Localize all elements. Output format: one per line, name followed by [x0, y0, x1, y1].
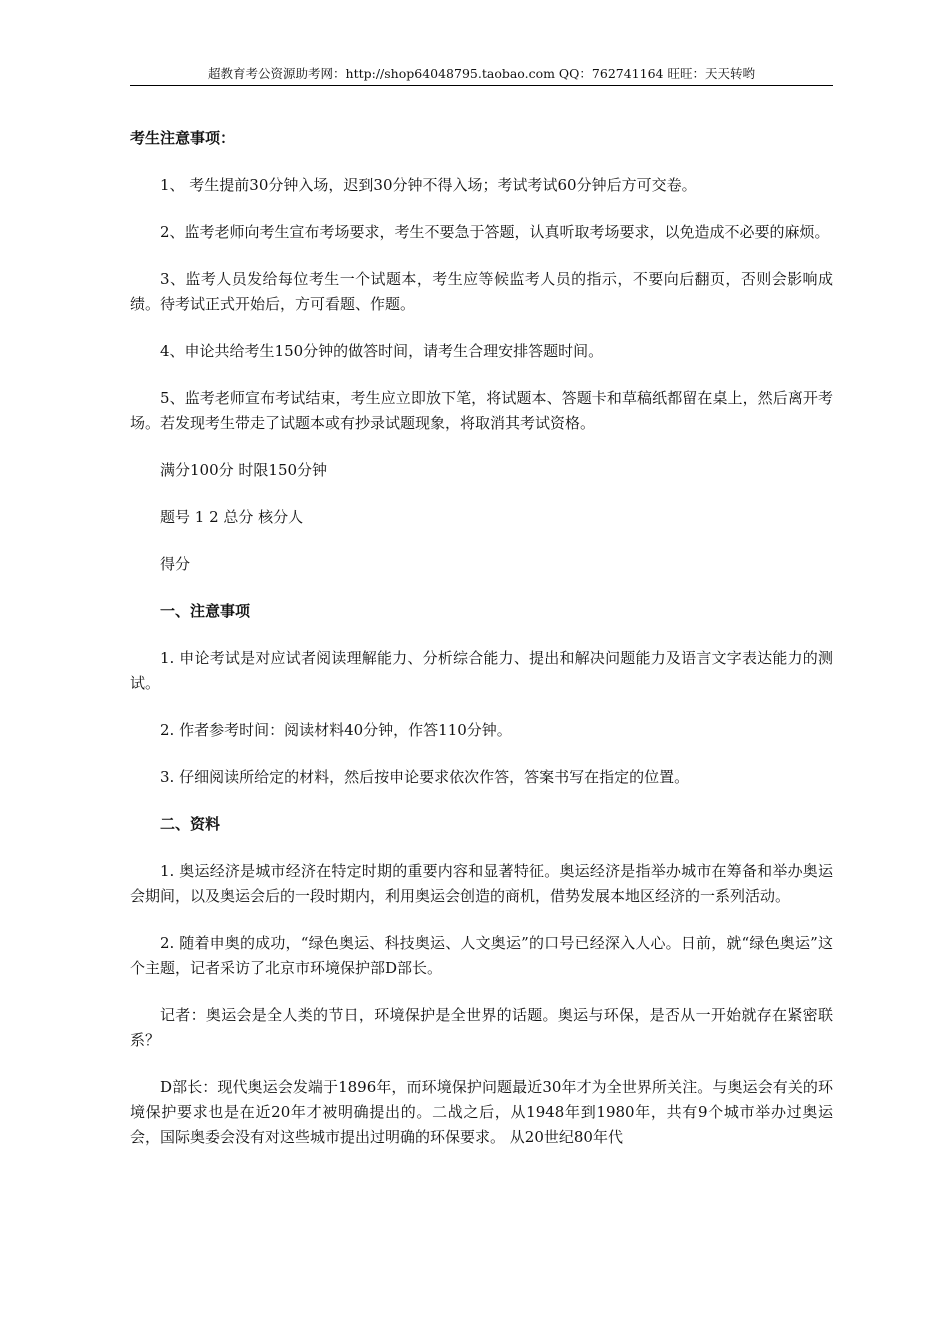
section1-paragraph-1: 1. 申论考试是对应试者阅读理解能力、分析综合能力、提出和解决问题能力及语言文字表达能力的测试。 — [130, 649, 833, 692]
score-table-header: 题号 1 2 总分 核分人 — [160, 508, 304, 526]
section1-paragraph-2: 2. 作者参考时间：阅读材料40分钟，作答110分钟。 — [160, 721, 512, 739]
notice-item-2: 2、监考老师向考生宣布考场要求，考生不要急于答题，认真听取考场要求，以免造成不必要的麻烦。 — [160, 223, 830, 241]
notice-item-1: 1、 考生提前30分钟入场，迟到30分钟不得入场；考试考试60分钟后方可交卷。 — [160, 176, 697, 194]
page-header: 超教育考公资源助考网：http://shop64048795.taobao.com QQ：762741164 旺旺：天天转哟 — [208, 66, 755, 81]
section2-paragraph-2: 2. 随着申奥的成功，“绿色奥运、科技奥运、人文奥运”的口号已经深入人心。日前，就“绿色奥运”这个主题，记者采访了北京市环境保护部D部长。 — [130, 934, 833, 977]
notice-item-3: 3、监考人员发给每位考生一个试题本，考生应等候监考人员的指示，不要向后翻页，否则会影响成绩。待考试正式开始后，方可看题、作题。 — [130, 270, 833, 313]
notice-item-5: 5、监考老师宣布考试结束，考生应立即放下笔，将试题本、答题卡和草稿纸都留在桌上，然后离开考场。若发现考生带走了试题本或有抄录试题现象，将取消其考试资格。 — [130, 389, 833, 432]
notice-title: 考生注意事项： — [130, 129, 236, 147]
score-full-time: 满分100分 时限150分钟 — [160, 461, 328, 479]
score-label: 得分 — [160, 555, 191, 573]
document-body — [130, 126, 833, 1172]
section2-paragraph-3: 记者：奥运会是全人类的节日，环境保护是全世界的话题。奥运与环保，是否从一开始就存在紧密联系？ — [130, 1006, 833, 1049]
header-divider — [130, 85, 833, 86]
section1-title: 一、注意事项 — [160, 602, 251, 620]
notice-item-4: 4、申论共给考生150分钟的做答时间，请考生合理安排答题时间。 — [160, 342, 604, 360]
section1-paragraph-3: 3. 仔细阅读所给定的材料，然后按申论要求依次作答，答案书写在指定的位置。 — [160, 768, 690, 786]
section2-paragraph-4: D部长：现代奥运会发端于1896年，而环境保护问题最近30年才为全世界所关注。与奥运会有关的环境保护要求也是在近20年才被明确提出的。二战之后，从1948年到1980年，共有9个城市举办过奥运会，国际奥委会没有对这些城市提出过明确的环保要求。 从20世纪80年代 — [130, 1078, 833, 1146]
section2-title: 二、资料 — [160, 815, 221, 833]
section2-paragraph-1: 1. 奥运经济是城市经济在特定时期的重要内容和显著特征。奥运经济是指举办城市在筹备和举办奥运会期间，以及奥运会后的一段时期内，利用奥运会创造的商机，借势发展本地区经济的一系列活动。 — [130, 862, 833, 905]
